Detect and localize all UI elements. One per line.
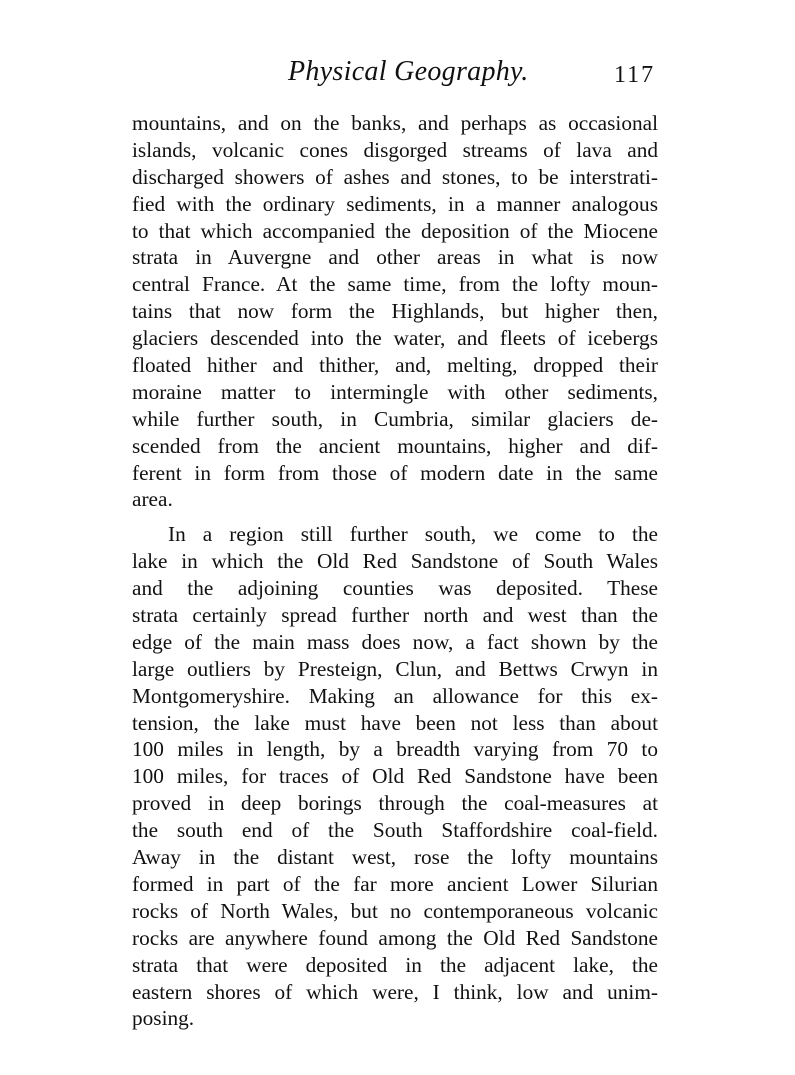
text-line: large outliers by Presteign, Clun, and Bettws Crwyn in [132, 656, 658, 681]
text-line: In a region still further south, we come to the [168, 522, 658, 547]
text-line: Montgomeryshire. Making an allowance for this ex- [132, 683, 658, 708]
paragraph [132, 110, 658, 513]
text-line: tension, the lake must have been not less than about [132, 710, 658, 735]
text-line: the south end of the South Staffordshire coal-field. [132, 818, 658, 843]
text-line: fied with the ordinary sediments, in a manner analogous [132, 191, 658, 216]
text-line: floated hither and thither, and, melting, dropped their [132, 353, 658, 378]
text-line: area. [132, 487, 173, 512]
text-line: 100 miles in length, by a breadth varying from 70 to [132, 737, 658, 762]
paragraph-gap [132, 513, 658, 521]
text-line: 100 miles, for traces of Old Red Sandstone have been [132, 764, 658, 789]
text-line: rocks are anywhere found among the Old Red Sandstone [132, 925, 658, 950]
text-line: eastern shores of which were, I think, low and unim- [132, 979, 658, 1004]
text-line: strata that were deposited in the adjacent lake, the [132, 952, 658, 977]
paragraph [132, 521, 658, 1032]
text-line: strata certainly spread further north and west than the [132, 603, 658, 628]
running-header [0, 56, 795, 96]
text-line: islands, volcanic cones disgorged streams of lava and [132, 137, 658, 162]
text-line: scended from the ancient mountains, higher and dif- [132, 433, 658, 458]
page-number: 117 [614, 62, 656, 88]
text-line: lake in which the Old Red Sandstone of South Wales [132, 549, 658, 574]
text-line: ferent in form from those of modern date in the same [132, 460, 658, 485]
text-line: mountains, and on the banks, and perhaps as occasional [132, 111, 658, 135]
body-text [132, 110, 658, 1032]
text-line: proved in deep borings through the coal-measures at [132, 791, 658, 816]
running-title: Physical Geography. [288, 56, 529, 87]
text-line: discharged showers of ashes and stones, to be interstrati- [132, 164, 658, 189]
text-line: central France. At the same time, from the lofty moun- [132, 272, 658, 297]
text-line: to that which accompanied the deposition of the Miocene [132, 218, 658, 243]
text-line: tains that now form the Highlands, but higher then, [132, 299, 658, 324]
text-line: while further south, in Cumbria, similar glaciers de- [132, 406, 658, 431]
text-line: edge of the main mass does now, a fact shown by the [132, 629, 658, 654]
text-line: posing. [132, 1006, 195, 1031]
text-line: strata in Auvergne and other areas in what is now [132, 245, 658, 270]
text-line: glaciers descended into the water, and fleets of icebergs [132, 326, 658, 351]
text-line: and the adjoining counties was deposited. These [132, 576, 658, 601]
text-line: rocks of North Wales, but no contemporaneous volcanic [132, 898, 658, 923]
text-line: formed in part of the far more ancient Lower Silurian [132, 871, 658, 896]
text-line: moraine matter to intermingle with other sediments, [132, 379, 658, 404]
text-line: Away in the distant west, rose the lofty mountains [132, 845, 658, 870]
